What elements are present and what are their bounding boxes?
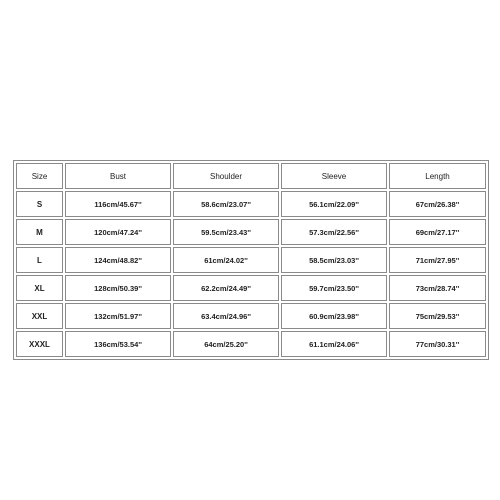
header-bust: Bust: [65, 163, 171, 189]
bust-cell: 120cm/47.24'': [65, 219, 171, 245]
table-row: [16, 303, 486, 329]
table-row: [16, 275, 486, 301]
header-size: Size: [16, 163, 63, 189]
shoulder-cell: 58.6cm/23.07'': [173, 191, 279, 217]
table-row: [16, 247, 486, 273]
header-shoulder: Shoulder: [173, 163, 279, 189]
shoulder-cell: 64cm/25.20'': [173, 331, 279, 357]
size-cell: XL: [16, 275, 63, 301]
size-cell: XXL: [16, 303, 63, 329]
sleeve-cell: 60.9cm/23.98'': [281, 303, 387, 329]
length-cell: 77cm/30.31'': [389, 331, 486, 357]
table-header-row: [16, 163, 486, 189]
size-cell: XXXL: [16, 331, 63, 357]
shoulder-cell: 63.4cm/24.96'': [173, 303, 279, 329]
header-length: Length: [389, 163, 486, 189]
bust-cell: 116cm/45.67'': [65, 191, 171, 217]
bust-cell: 136cm/53.54'': [65, 331, 171, 357]
table-row: [16, 331, 486, 357]
length-cell: 69cm/27.17'': [389, 219, 486, 245]
length-cell: 67cm/26.38'': [389, 191, 486, 217]
sleeve-cell: 58.5cm/23.03'': [281, 247, 387, 273]
shoulder-cell: 61cm/24.02'': [173, 247, 279, 273]
shoulder-cell: 62.2cm/24.49'': [173, 275, 279, 301]
bust-cell: 124cm/48.82'': [65, 247, 171, 273]
sleeve-cell: 56.1cm/22.09'': [281, 191, 387, 217]
size-cell: L: [16, 247, 63, 273]
sleeve-cell: 61.1cm/24.06'': [281, 331, 387, 357]
sleeve-cell: 57.3cm/22.56'': [281, 219, 387, 245]
length-cell: 73cm/28.74'': [389, 275, 486, 301]
bust-cell: 132cm/51.97'': [65, 303, 171, 329]
bust-cell: 128cm/50.39'': [65, 275, 171, 301]
size-chart-table: [13, 160, 489, 360]
sleeve-cell: 59.7cm/23.50'': [281, 275, 387, 301]
table-row: [16, 219, 486, 245]
size-cell: M: [16, 219, 63, 245]
size-cell: S: [16, 191, 63, 217]
shoulder-cell: 59.5cm/23.43'': [173, 219, 279, 245]
table-row: [16, 191, 486, 217]
length-cell: 75cm/29.53'': [389, 303, 486, 329]
header-sleeve: Sleeve: [281, 163, 387, 189]
length-cell: 71cm/27.95'': [389, 247, 486, 273]
